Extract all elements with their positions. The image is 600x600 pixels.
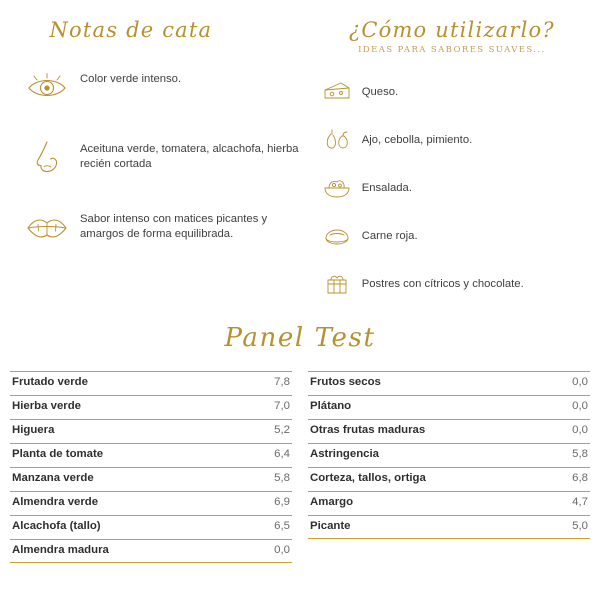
uses-list [320,77,584,299]
list-item [320,221,584,251]
table-row [308,515,590,539]
row-label: Hierba verde [12,400,82,412]
row-value: 5,8 [572,448,588,460]
row-label: Frutos secos [310,376,381,388]
row-value: 6,9 [274,496,290,508]
row-value: 0,0 [572,376,588,388]
list-item [320,269,584,299]
panel-test-title: Panel Test [224,323,376,353]
list-item-label: Aceituna verde, tomatera, alcachofa, hierba recién cortada [80,143,299,170]
row-label: Plátano [310,400,352,412]
list-item-label: Color verde intenso. [80,73,182,85]
row-value: 6,4 [274,448,290,460]
panel-test-table [0,371,600,563]
row-value: 7,8 [274,376,290,388]
table-row [308,443,590,467]
panel-test-right-column [300,371,590,563]
list-item [24,68,308,108]
list-item-label: Postres con cítricos y chocolate. [361,278,524,290]
row-value: 7,0 [274,400,290,412]
garlic-onion-pepper-icon [320,125,354,155]
lips-icon [24,208,70,248]
list-item [320,173,584,203]
panel-test-left-column [10,371,300,563]
row-value: 5,8 [274,472,290,484]
uses-column [308,18,584,317]
table-row [10,515,292,539]
eye-icon [24,68,70,108]
table-row [10,539,292,563]
table-row [10,395,292,419]
uses-subtitle: IDEAS PARA SABORES SUAVES... [358,45,546,55]
tasting-notes-list [24,68,308,248]
tasting-notes-title: Notas de cata [49,18,213,42]
row-label: Planta de tomate [12,448,104,460]
table-row [10,419,292,443]
row-label: Almendra madura [12,544,109,556]
table-row [308,371,590,395]
row-value: 6,8 [572,472,588,484]
uses-title: ¿Cómo utilizarlo? [348,18,555,42]
row-label: Otras frutas maduras [310,424,426,436]
table-row [10,371,292,395]
list-item-label: Ensalada. [361,182,412,194]
row-label: Manzana verde [12,472,94,484]
row-label: Picante [310,520,351,532]
row-label: Amargo [310,496,354,508]
row-value: 4,7 [572,496,588,508]
table-row [10,491,292,515]
table-row [308,467,590,491]
list-item [320,77,584,107]
row-value: 5,0 [572,520,588,532]
row-value: 5,2 [274,424,290,436]
list-item-label: Sabor intenso con matices picantes y amargos de forma equilibrada. [80,213,268,240]
table-row [10,467,292,491]
table-row [308,491,590,515]
list-item [320,125,584,155]
list-item [24,138,308,178]
list-item [24,208,308,248]
list-item-label: Ajo, cebolla, pimiento. [361,134,473,146]
row-value: 0,0 [572,424,588,436]
row-value: 0,0 [274,544,290,556]
dessert-icon [320,269,354,299]
row-label: Corteza, tallos, ortiga [310,472,426,484]
nose-icon [24,138,70,178]
table-row [10,443,292,467]
list-item-label: Queso. [361,86,399,98]
row-label: Frutado verde [12,376,88,388]
tasting-notes-column [16,18,308,317]
cheese-icon [320,77,354,107]
row-label: Alcachofa (tallo) [12,520,101,532]
table-row [308,419,590,443]
red-meat-icon [320,221,354,251]
table-row [308,395,590,419]
list-item-label: Carne roja. [361,230,418,242]
row-label: Astringencia [310,448,379,460]
row-label: Almendra verde [12,496,99,508]
row-value: 0,0 [572,400,588,412]
row-label: Higuera [12,424,55,436]
salad-bowl-icon [320,173,354,203]
row-value: 6,5 [274,520,290,532]
